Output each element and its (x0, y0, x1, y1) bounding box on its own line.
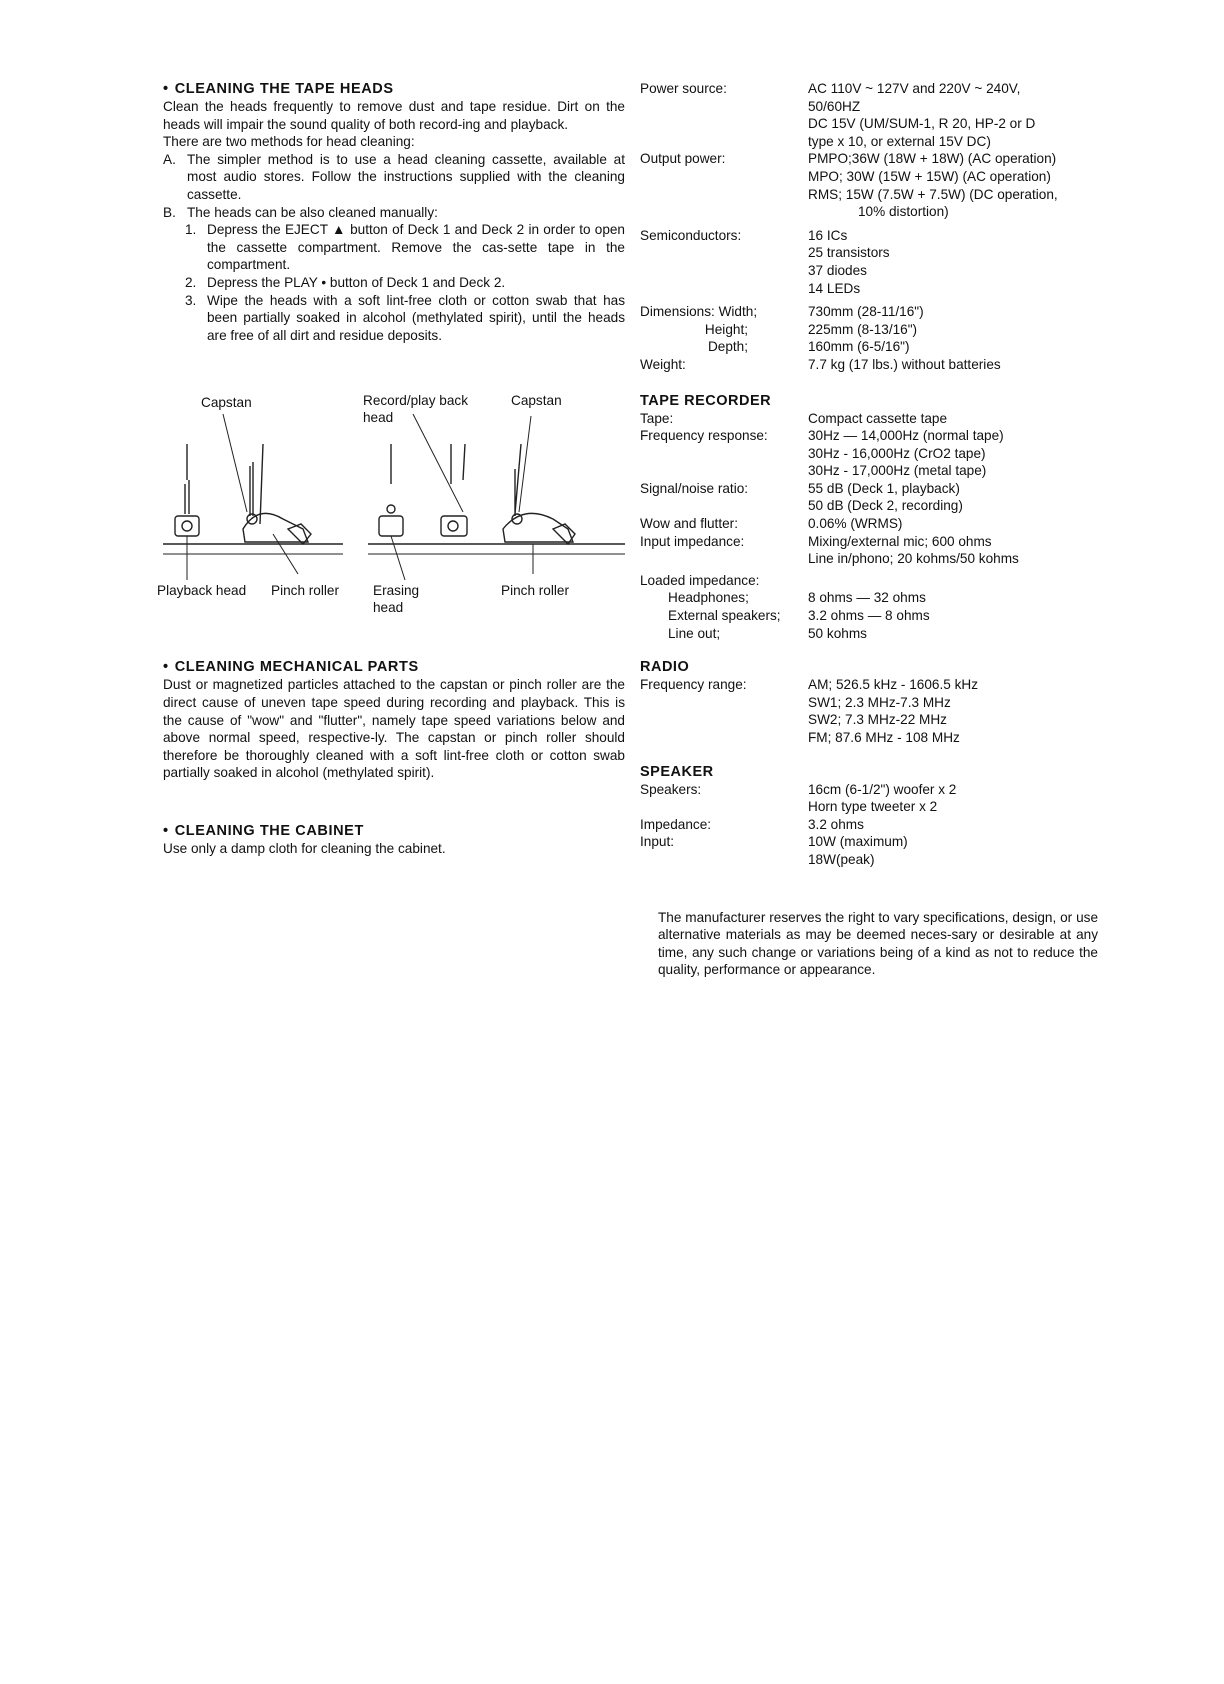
list-text: Wipe the heads with a soft lint-free cloth or cotton swab that has been partially soaked in alcohol (methylated spirit), until the heads are free of all dirt and residue deposits. (207, 292, 625, 343)
spec-key (640, 303, 808, 321)
spec-value: 55 dB (Deck 1, playback) (808, 480, 960, 496)
bullet: • (163, 81, 169, 97)
spec-value: SW2; 7.3 MHz-22 MHz (808, 712, 947, 728)
spec-external-speakers (640, 607, 1100, 625)
step-3 (163, 292, 625, 345)
section-title-text: CLEANING MECHANICAL PARTS (174, 659, 419, 676)
spec-input (640, 833, 1100, 868)
spec-value: 30Hz — 14,000Hz (normal tape) (808, 428, 1004, 444)
spec-headphones (640, 589, 1100, 607)
label-capstan-right: Capstan (511, 393, 562, 409)
spec-input-impedance (640, 533, 1100, 568)
spec-key: External speakers; (668, 608, 781, 624)
tape-mechanism-figure (157, 384, 625, 634)
spec-key: Output power: (640, 151, 726, 167)
label-pinch-roller-left: Pinch roller (271, 583, 339, 599)
spec-value: 225mm (8-13/16") (808, 321, 918, 337)
spec-value: 3.2 ohms (808, 816, 864, 832)
spec-value: 16 ICs (808, 227, 848, 243)
spec-key: Tape: (640, 410, 674, 426)
spec-key: Frequency range: (640, 677, 747, 693)
spec-value: FM; 87.6 MHz - 108 MHz (808, 730, 960, 745)
spec-dimensions (640, 303, 1100, 356)
list-text: Depress the PLAY • button of Deck 1 and Deck 2. (207, 274, 506, 290)
spec-semiconductors (640, 227, 1100, 297)
spec-dimensions-width (640, 303, 1100, 321)
spec-value: 160mm (6-5/16") (808, 339, 910, 355)
left-column (157, 80, 625, 857)
spec-key: Signal/noise ratio: (640, 480, 749, 496)
section-title (163, 80, 625, 98)
section-cleaning-mechanical (163, 658, 625, 782)
spec-key: Impedance: (640, 816, 712, 832)
label-pinch-roller-right: Pinch roller (501, 583, 569, 599)
label-capstan-left: Capstan (201, 395, 252, 411)
spec-value: 16cm (6-1/2") woofer x 2 (808, 781, 957, 797)
spec-key: Weight: (640, 356, 686, 372)
spec-key: Frequency response: (640, 428, 768, 444)
paragraph: Use only a damp cloth for cleaning the cabinet. (163, 840, 446, 856)
list-marker: 2. (185, 274, 197, 290)
spec-wow-flutter (640, 515, 1100, 533)
spec-value: Horn type tweeter x 2 (808, 799, 938, 815)
spec-key: Loaded impedance: (640, 572, 760, 588)
spec-values (808, 227, 1100, 297)
spec-output-power (640, 150, 1100, 220)
spec-dimensions-height (640, 321, 1100, 339)
heading-radio: RADIO (640, 659, 690, 676)
spec-values (808, 150, 1100, 220)
bullet: • (163, 822, 169, 839)
spec-key: Semiconductors: (640, 227, 742, 243)
paragraph: Clean the heads frequently to remove dust and tape residue. Dirt on the heads will impair the sound quality of both record-ing and playback. (163, 99, 625, 132)
spec-key (640, 338, 808, 356)
list-text: Depress the EJECT ▲ button of Deck 1 and Deck 2 in order to open the cassette compartment. Remove the cas-sette tape in the compartment. (207, 222, 625, 273)
spec-key: Power source: (640, 81, 727, 96)
list-text: The simpler method is to use a head cleaning cassette, available at most audio stores. Follow the instructions supplied with the cleaning cassette. (187, 151, 625, 202)
section-title (163, 658, 625, 676)
method-b (163, 204, 625, 222)
spec-value: 14 LEDs (808, 280, 861, 296)
spec-value: 50/60HZ (808, 98, 861, 114)
spec-dimensions-depth (640, 338, 1100, 356)
width-label: Width; (718, 304, 758, 320)
section-title (163, 822, 625, 840)
spec-value: 50 kohms (808, 625, 867, 641)
spec-speakers (640, 781, 1100, 816)
section-cleaning-cabinet (163, 822, 625, 858)
spec-value: 730mm (28-11/16") (808, 304, 924, 320)
spec-value: 25 transistors (808, 245, 890, 261)
spec-value: 8 ohms — 32 ohms (808, 590, 926, 606)
spec-value: 3.2 ohms — 8 ohms (808, 608, 930, 624)
spec-key: Speakers: (640, 781, 702, 797)
spec-power-source (640, 80, 1100, 150)
paragraph: Dust or magnetized particles attached to the capstan or pinch roller are the direct cause of uneven tape speed during recording and playback. This is the cause of "wow" and "flutter", namely tape speed variations below and above normal speed, respective-ly. The capstan or pinch roller should therefore be thoroughly cleaned with a soft lint-free cloth or cotton swab partially soaked in alcohol (methylated spirit). (163, 677, 625, 781)
spec-key: Wow and flutter: (640, 516, 738, 532)
spec-value: Line in/phono; 20 kohms/50 kohms (808, 551, 1019, 567)
spec-value: Mixing/external mic; 600 ohms (808, 533, 992, 549)
section-title-text: CLEANING THE CABINET (174, 822, 364, 839)
method-list (163, 151, 625, 345)
spec-value: DC 15V (UM/SUM-1, R 20, HP-2 or D (808, 116, 1036, 132)
spec-key: Input impedance: (640, 533, 745, 549)
spec-value: 7.7 kg (17 lbs.) without batteries (808, 356, 1001, 372)
spec-value: RMS; 15W (7.5W + 7.5W) (DC operation, (808, 186, 1058, 202)
spec-value: PMPO;36W (18W + 18W) (AC operation) (808, 151, 1057, 167)
spec-impedance (640, 816, 1100, 834)
spec-value: 50 dB (Deck 2, recording) (808, 498, 963, 514)
spec-value: 10% distortion) (858, 204, 949, 220)
label-playback-head: Playback head (157, 583, 247, 599)
manufacturer-notice: The manufacturer reserves the right to vary specifications, design, or use alternative materials as may be deemed neces-sary or desirable at any time, any such change or variations being of a kind as not to reduce the quality, performance or appearance. (658, 909, 1098, 978)
list-marker: 1. (185, 222, 197, 238)
spec-key: Headphones; (668, 590, 749, 606)
spec-value: MPO; 30W (15W + 15W) (AC operation) (808, 168, 1051, 184)
spec-value: 0.06% (WRMS) (808, 516, 903, 532)
list-marker: 3. (185, 292, 197, 308)
label-erasing-head: Erasing head (373, 583, 420, 616)
spec-line-out (640, 625, 1100, 643)
spec-weight (640, 356, 1100, 374)
spec-value: SW1; 2.3 MHz-7.3 MHz (808, 694, 951, 710)
spec-value: AC 110V ~ 127V and 220V ~ 240V, (808, 81, 1021, 96)
spec-key: Line out; (668, 625, 721, 641)
list-marker: A. (163, 151, 176, 167)
step-2 (163, 274, 625, 292)
spec-loaded-impedance (640, 572, 1100, 590)
section-cleaning-tape-heads (163, 80, 625, 344)
heading-speaker: SPEAKER (640, 763, 714, 780)
spec-values (808, 80, 1100, 150)
spec-value: AM; 526.5 kHz - 1606.5 kHz (808, 677, 978, 693)
list-marker: B. (163, 204, 176, 220)
right-column (640, 80, 1100, 993)
bullet: • (163, 659, 169, 676)
section-title-text: CLEANING THE TAPE HEADS (174, 81, 394, 97)
heading-tape-recorder: TAPE RECORDER (640, 392, 772, 409)
spec-value: 37 diodes (808, 262, 867, 278)
dimensions-label: Dimensions: (640, 304, 715, 320)
list-text: The heads can be also cleaned manually: (187, 204, 438, 220)
spec-value: 18W(peak) (808, 851, 875, 867)
spec-value: 30Hz - 16,000Hz (CrO2 tape) (808, 445, 986, 461)
spec-frequency-response (640, 427, 1100, 480)
spec-frequency-range (640, 676, 1100, 746)
label-record-play-head: Record/play back head (363, 393, 469, 426)
spec-value: 30Hz - 17,000Hz (metal tape) (808, 463, 987, 479)
spec-tape (640, 410, 1100, 428)
spec-value: 10W (maximum) (808, 834, 908, 850)
spec-value: type x 10, or external 15V DC) (808, 133, 991, 149)
height-label: Height; (704, 321, 748, 337)
method-a (163, 151, 625, 204)
paragraph: There are two methods for head cleaning: (163, 134, 415, 150)
spec-key: Input: (640, 834, 675, 850)
step-1 (163, 221, 625, 274)
depth-label: Depth; (707, 339, 748, 355)
spec-value: Compact cassette tape (808, 410, 948, 426)
spec-signal-noise (640, 480, 1100, 515)
spec-key (640, 321, 808, 339)
